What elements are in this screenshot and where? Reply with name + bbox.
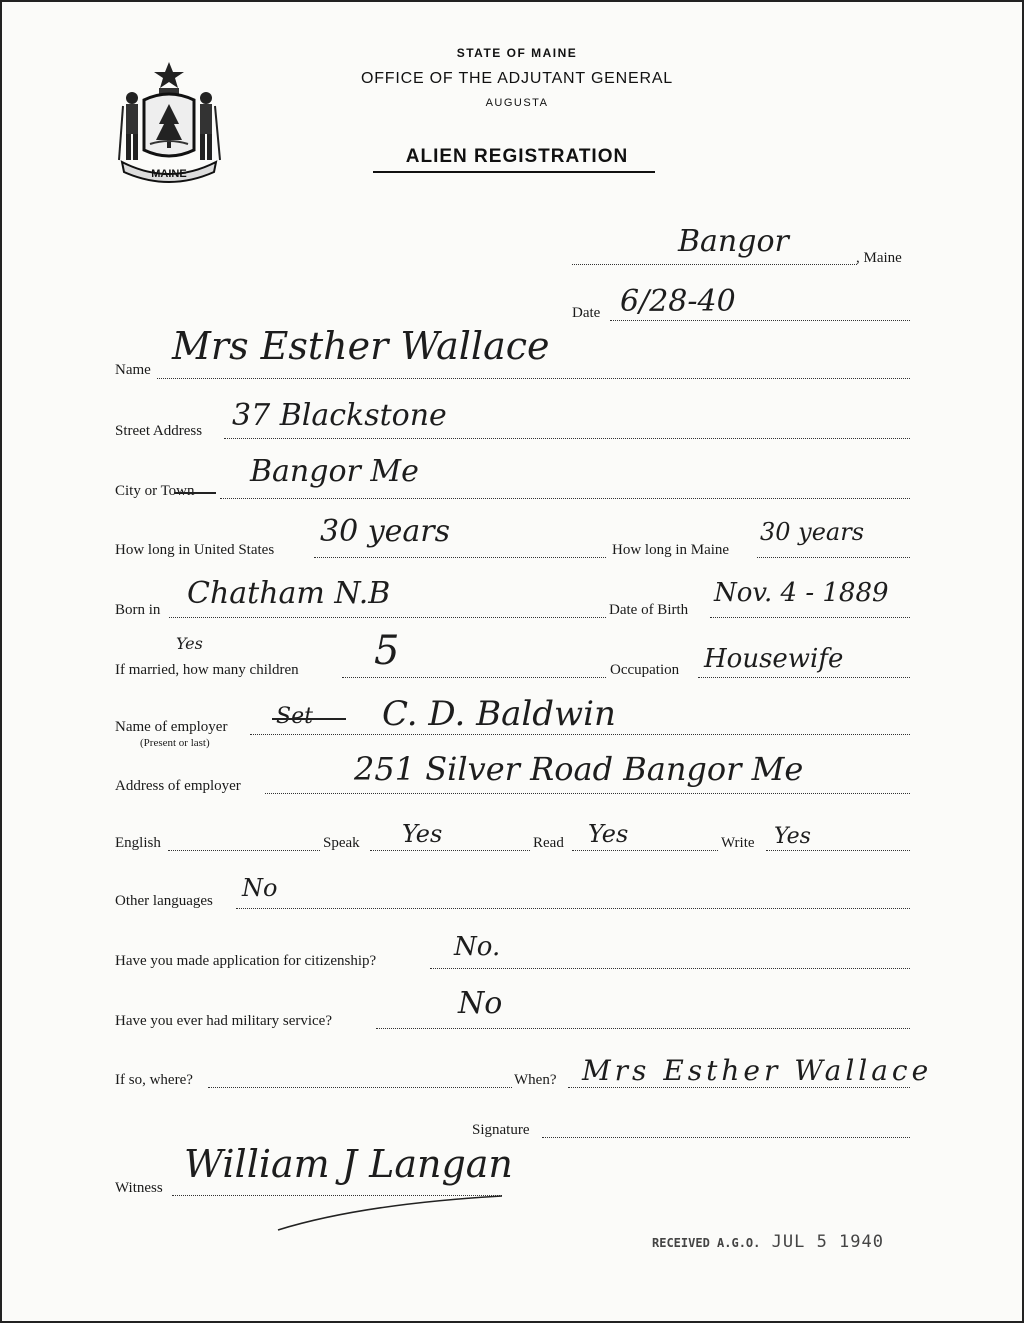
date-of-birth-entry: Nov. 4 - 1889 <box>714 578 889 608</box>
name-label: Name <box>115 362 151 378</box>
place-line <box>572 264 857 265</box>
write-label: Write <box>721 835 755 851</box>
read-label: Read <box>533 835 564 851</box>
date-of-birth-line <box>710 617 910 618</box>
employer-address-line <box>265 793 910 794</box>
other-languages-entry: No <box>242 874 278 902</box>
employer-address-entry: 251 Silver Road Bangor Me <box>354 750 804 788</box>
how-long-maine-line <box>757 557 910 558</box>
citizenship-entry: No. <box>454 932 501 962</box>
signature-line <box>542 1137 910 1138</box>
seal-lettering: MAINE <box>151 168 187 180</box>
maine-state-seal <box>114 58 224 188</box>
city-entry: Bangor Me <box>250 454 419 489</box>
employer-struck-entry: Set <box>276 704 313 729</box>
street-entry: 37 Blackstone <box>232 398 447 433</box>
occupation-label: Occupation <box>610 662 680 678</box>
city-label: City or Town <box>115 483 195 499</box>
occupation-entry: Housewife <box>704 644 844 674</box>
occupation-line <box>698 677 910 678</box>
if-so-where-label: If so, where? <box>115 1072 193 1088</box>
citizenship-label: Have you made application for citizenship? <box>115 953 377 969</box>
received-stamp-text: RECEIVED A.G.O. <box>652 1236 761 1250</box>
employer-line <box>250 734 910 735</box>
employer-note: (Present or last) <box>140 737 210 749</box>
title-underline <box>373 171 655 173</box>
other-languages-line <box>236 908 910 909</box>
married-entry: Yes <box>176 634 203 653</box>
citizenship-line <box>430 968 910 969</box>
read-entry: Yes <box>588 820 629 848</box>
children-line <box>342 677 606 678</box>
name-entry: Mrs Esther Wallace <box>172 324 550 368</box>
military-label: Have you ever had military service? <box>115 1013 332 1029</box>
street-line <box>224 438 910 439</box>
speak-entry: Yes <box>402 820 443 848</box>
if-so-where-line <box>208 1087 512 1088</box>
header-city: AUGUSTA <box>485 97 549 109</box>
how-long-us-label: How long in United States <box>115 542 275 558</box>
how-long-us-line <box>314 557 606 558</box>
witness-entry: William J Langan <box>184 1142 513 1186</box>
speak-line <box>370 850 530 851</box>
born-in-label: Born in <box>115 602 161 618</box>
how-long-maine-entry: 30 years <box>760 518 865 546</box>
street-label: Street Address <box>115 423 203 439</box>
when-label: When? <box>514 1072 557 1088</box>
married-children-label: If married, how many children <box>115 662 299 678</box>
signature-label: Signature <box>472 1122 530 1138</box>
received-stamp-date: JUL 5 1940 <box>771 1232 884 1252</box>
header-office: OFFICE OF THE ADJUTANT GENERAL <box>360 70 674 87</box>
english-label: English <box>115 835 161 851</box>
how-long-maine-label: How long in Maine <box>612 542 730 558</box>
other-languages-label: Other languages <box>115 893 213 909</box>
employer-label: Name of employer <box>115 719 228 735</box>
form-title: ALIEN REGISTRATION <box>405 146 629 167</box>
witness-label: Witness <box>115 1180 163 1196</box>
date-entry: 6/28-40 <box>620 284 736 319</box>
header-state: STATE OF MAINE <box>456 46 578 60</box>
write-line <box>766 850 910 851</box>
witness-flourish <box>272 1192 512 1236</box>
maine-label: , Maine <box>856 250 902 266</box>
date-label: Date <box>572 305 601 321</box>
speak-label: Speak <box>323 835 360 851</box>
town-strikethrough <box>174 492 216 494</box>
received-stamp <box>652 1232 884 1252</box>
how-long-us-entry: 30 years <box>320 514 451 549</box>
military-line <box>376 1028 910 1029</box>
born-in-line <box>169 617 606 618</box>
military-entry: No <box>458 986 503 1021</box>
name-line <box>157 378 910 379</box>
place-entry: Bangor <box>678 224 789 259</box>
employer-entry: C. D. Baldwin <box>382 694 616 734</box>
when-line <box>568 1087 910 1088</box>
read-line <box>572 850 718 851</box>
date-line <box>610 320 910 321</box>
date-of-birth-label: Date of Birth <box>609 602 689 618</box>
city-line <box>220 498 910 499</box>
children-entry: 5 <box>374 628 400 674</box>
born-in-entry: Chatham N.B <box>187 576 391 611</box>
employer-strikethrough <box>272 718 346 720</box>
write-entry: Yes <box>774 824 811 849</box>
employer-address-label: Address of employer <box>115 778 241 794</box>
english-line <box>168 850 320 851</box>
signature-entry: Mrs Esther Wallace <box>582 1054 933 1087</box>
